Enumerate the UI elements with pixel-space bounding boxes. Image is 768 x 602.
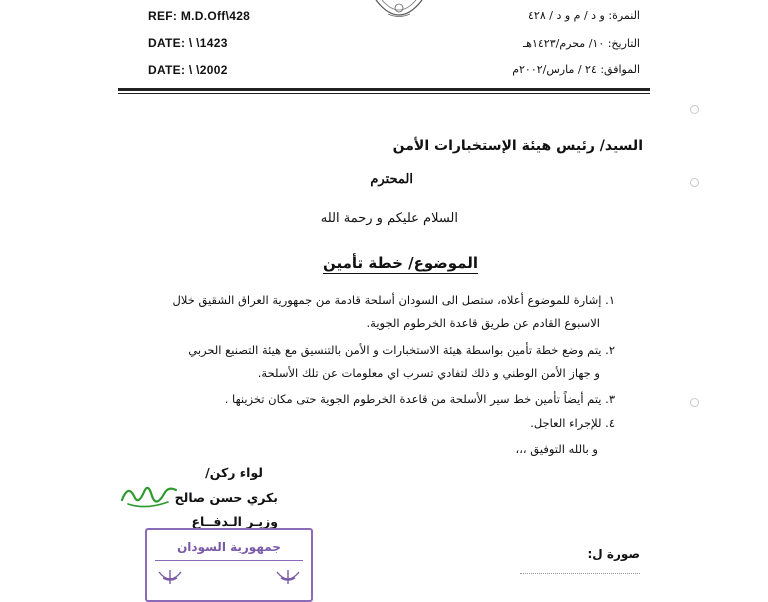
official-stamp — [145, 528, 313, 602]
paragraph-line: ١. إشارة للموضوع أعلاه، ستصل الى السودان أسلحة قادمة من جمهورية العراق الشقيق خلال — [172, 293, 615, 307]
signature-scribble — [118, 478, 180, 512]
stamp-divider — [155, 560, 303, 561]
greeting: السلام عليكم و رحمة الله — [320, 211, 458, 226]
signer-title: وزيـر الـدفــاع — [191, 514, 278, 529]
copy-to-cutoff-line — [520, 573, 640, 580]
number-arabic: النمرة: و د / م و د / ٤٢٨ — [528, 9, 640, 22]
paragraph-line: ٢. يتم وضع خطة تأمين بواسطة هيئة الاستخبارات و الأمن بالتنسيق مع هيئة التصنيع الحربي — [188, 343, 615, 357]
copy-to-label: صورة ل: — [587, 547, 640, 561]
punch-hole — [690, 105, 699, 114]
stamp-emblem-icon — [157, 568, 183, 588]
closing: و بالله التوفيق ،،، — [515, 442, 598, 456]
date-hijri-arabic: التاريخ: ١٠/ محرم/١٤٢٣هـ — [522, 37, 640, 50]
date-gregorian-latin: DATE: \ \2002 — [148, 63, 228, 77]
paragraph-line: ٤. للإجراء العاجل. — [530, 416, 615, 430]
emblem-icon — [372, 0, 426, 22]
signer-rank: لواء ركن/ — [205, 465, 263, 480]
subject: الموضوع/ خطة تأمين — [323, 254, 478, 272]
stamp-emblem-icon — [275, 568, 301, 588]
honorific: المحترم — [370, 172, 413, 187]
punch-hole — [690, 398, 699, 407]
recipient: السيد/ رئيس هيئة الإستخبارات الأمن — [392, 138, 643, 154]
date-hijri-latin: DATE: \ \1423 — [148, 36, 228, 50]
paragraph-line: الاسبوع القادم عن طريق قاعدة الخرطوم الجوية. — [366, 316, 600, 330]
header-divider-thin — [118, 93, 650, 94]
ref-number: REF: M.D.Off\428 — [148, 9, 251, 23]
header-divider — [118, 88, 650, 91]
punch-hole — [690, 178, 699, 187]
paragraph-line: و جهاز الأمن الوطني و ذلك لتفادي تسرب اي معلومات عن تلك الأسلحة. — [257, 366, 600, 380]
signer-name: بكري حسن صالح — [174, 490, 278, 505]
date-gregorian-arabic: الموافق: ٢٤ / مارس/٢٠٠٢م — [512, 63, 640, 76]
stamp-title: جمهورية السودان — [177, 540, 281, 554]
paragraph-line: ٣. يتم أيضاً تأمين خط سير الأسلحة من قاعدة الخرطوم الجوية حتى مكان تخزينها . — [224, 392, 615, 406]
